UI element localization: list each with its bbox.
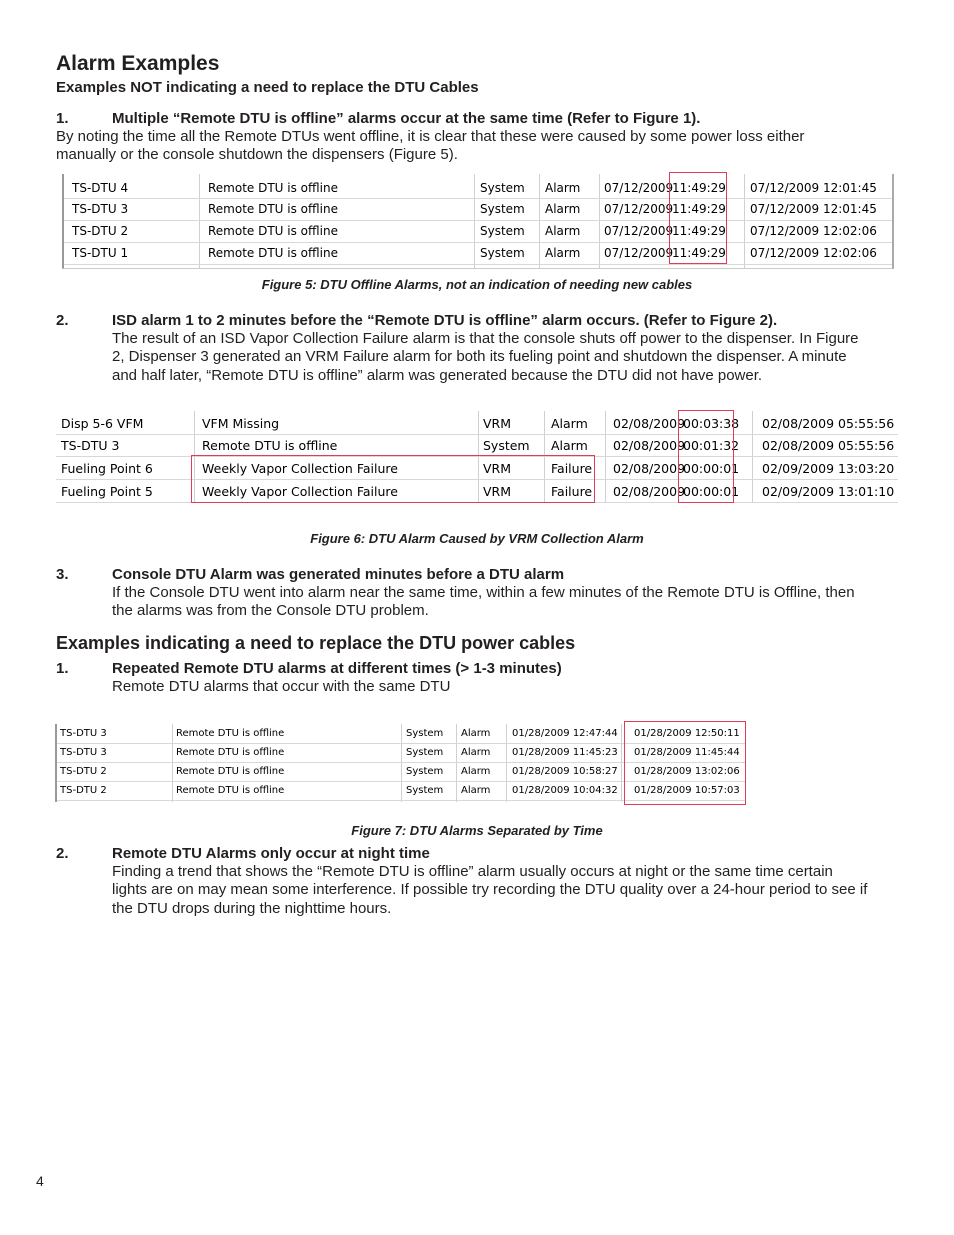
item-body-line: lights are on may mean some interference. If possible try recording the DTU quality over a 24-hour period to see if [112,881,868,898]
table-cell: 01/28/2009 12:47:44 [512,728,618,739]
table-cell: Remote DTU is offline [208,181,338,195]
highlight-box [624,721,746,805]
table-cell: Remote DTU is offline [176,766,285,777]
figure7-caption: Figure 7: DTU Alarms Separated by Time [351,823,603,838]
table-cell: VRM [483,416,512,431]
table-cell: TS-DTU 3 [61,438,120,453]
table-cell: System [406,785,444,796]
table-cell: System [480,202,525,216]
table-cell: 02/08/2009 [613,461,686,476]
highlight-box [669,172,727,264]
table-cell: Alarm [461,785,491,796]
table-cell: Remote DTU is offline [208,202,338,216]
highlight-box [678,410,734,503]
page-number: 4 [36,1173,44,1189]
table-cell: 01/28/2009 10:57:03 [634,785,740,796]
item-title: Console DTU Alarm was generated minutes before a DTU alarm [112,566,565,583]
table-row [56,413,898,435]
table-cell: TS-DTU 4 [72,181,129,195]
table-row [64,243,892,265]
table-cell: 07/12/2009 12:01:45 [750,202,877,216]
table-cell: 07/12/2009 [604,181,674,195]
table-cell: Alarm [545,202,581,216]
item-body-line: manually or the console shutdown the dispensers (Figure 5). [56,146,458,163]
table-row [64,177,892,199]
table-cell: Weekly Vapor Collection Failure [202,484,398,499]
figure6-screenshot [56,411,898,503]
table-cell: Alarm [545,181,581,195]
item-body-line: the DTU drops during the nighttime hours. [112,900,392,917]
highlight-box [191,455,595,503]
table-cell: Failure [551,484,593,499]
item-body-line: the alarms was from the Console DTU problem. [112,602,429,619]
table-cell: Alarm [461,766,491,777]
table-cell: 11:49:29 [672,246,726,260]
table-cell: Alarm [461,728,491,739]
table-row [56,435,898,457]
item-body-line: 2, Dispenser 3 generated an VRM Failure alarm for both its fueling point and shutdown the dispenser. A minute [112,348,847,365]
item-body-line: Finding a trend that shows the “Remote DTU is offline” alarm usually occurs at night or the same time certain [112,863,833,880]
table-cell: Remote DTU is offline [208,246,338,260]
table-cell: TS-DTU 3 [60,728,107,739]
table-cell: System [406,728,444,739]
table-cell: System [406,747,444,758]
table-cell: TS-DTU 1 [72,246,129,260]
item-number: 2. [56,845,69,862]
table-cell: Alarm [461,747,491,758]
table-cell: Remote DTU is offline [176,747,285,758]
table-cell: TS-DTU 2 [60,766,107,777]
table-cell: Fueling Point 6 [61,461,153,476]
table-cell: Remote DTU is offline [176,728,285,739]
table-cell: 11:49:29 [672,224,726,238]
table-cell: 07/12/2009 [604,202,674,216]
figure5-caption: Figure 5: DTU Offline Alarms, not an indication of needing new cables [261,277,693,292]
figure6-caption: Figure 6: DTU Alarm Caused by VRM Collection Alarm [310,531,644,546]
table-cell: Remote DTU is offline [176,785,285,796]
table-cell: 00:00:01 [683,461,740,476]
item-number: 1. [56,660,69,677]
table-cell: 01/28/2009 13:02:06 [634,766,740,777]
figure5-screenshot [62,174,894,269]
table-row [64,221,892,243]
item-body-line: If the Console DTU went into alarm near the same time, within a few minutes of the Remote DTU is Offline, then [112,584,855,601]
table-cell: 00:03:38 [683,416,740,431]
table-cell: 01/28/2009 11:45:23 [512,747,618,758]
table-cell: Failure [551,461,593,476]
table-cell: VRM [483,484,512,499]
item-title: Repeated Remote DTU alarms at different times (> 1-3 minutes) [112,660,562,677]
table-cell: 02/08/2009 [613,438,686,453]
table-cell: 01/28/2009 12:50:11 [634,728,740,739]
table-cell: TS-DTU 2 [72,224,129,238]
table-cell: 02/09/2009 13:01:10 [762,484,895,499]
table-cell: Disp 5-6 VFM [61,416,144,431]
table-cell: 11:49:29 [672,181,726,195]
table-cell: System [480,246,525,260]
table-cell: TS-DTU 3 [72,202,129,216]
table-cell: 01/28/2009 10:04:32 [512,785,618,796]
item-number: 3. [56,566,69,583]
table-cell: VFM Missing [202,416,280,431]
table-cell: 00:00:01 [683,484,740,499]
item-title: Remote DTU Alarms only occur at night time [112,845,430,862]
table-cell: System [480,224,525,238]
figure7-screenshot [55,724,745,802]
section-subheading: Examples NOT indicating a need to replace the DTU Cables [56,79,479,96]
table-cell: Alarm [545,224,581,238]
table-cell: 02/09/2009 13:03:20 [762,461,895,476]
item-title: Multiple “Remote DTU is offline” alarms occur at the same time (Refer to Figure 1). [112,110,701,127]
table-cell: TS-DTU 3 [60,747,107,758]
item-body-line: The result of an ISD Vapor Collection Failure alarm is that the console shuts off power to the dispenser. In Figure [112,330,859,347]
table-cell: 11:49:29 [672,202,726,216]
item-number: 2. [56,312,69,329]
table-cell: Remote DTU is offline [202,438,338,453]
table-cell: 00:01:32 [683,438,740,453]
item-body-line: Remote DTU alarms that occur with the same DTU [112,678,451,695]
table-cell: 02/08/2009 [613,416,686,431]
table-cell: 02/08/2009 05:55:56 [762,438,895,453]
table-cell: 02/08/2009 05:55:56 [762,416,895,431]
table-cell: 07/12/2009 12:02:06 [750,246,877,260]
table-cell: 01/28/2009 11:45:44 [634,747,740,758]
item-title: ISD alarm 1 to 2 minutes before the “Remote DTU is offline” alarm occurs. (Refer to Figure 2). [112,312,778,329]
table-cell: 02/08/2009 [613,484,686,499]
table-cell: Alarm [551,438,588,453]
table-cell: TS-DTU 2 [60,785,107,796]
table-cell: System [483,438,530,453]
table-cell: 07/12/2009 12:02:06 [750,224,877,238]
table-cell: Weekly Vapor Collection Failure [202,461,398,476]
table-cell: 07/12/2009 [604,224,674,238]
table-cell: 07/12/2009 12:01:45 [750,181,877,195]
table-cell: Alarm [545,246,581,260]
table-cell: VRM [483,461,512,476]
table-cell: Alarm [551,416,588,431]
table-row [64,199,892,221]
table-cell: Fueling Point 5 [61,484,153,499]
item-body-line: By noting the time all the Remote DTUs went offline, it is clear that these were caused by some power loss either [56,128,805,145]
item-body-line: and half later, “Remote DTU is offline” alarm was generated because the DTU did not have power. [112,367,763,384]
page-title: Alarm Examples [56,52,220,75]
table-cell: Remote DTU is offline [208,224,338,238]
item-number: 1. [56,110,69,127]
table-cell: 01/28/2009 10:58:27 [512,766,618,777]
section-heading: Examples indicating a need to replace the DTU power cables [56,633,576,653]
table-cell: 07/12/2009 [604,246,674,260]
table-cell: System [480,181,525,195]
table-cell: System [406,766,444,777]
